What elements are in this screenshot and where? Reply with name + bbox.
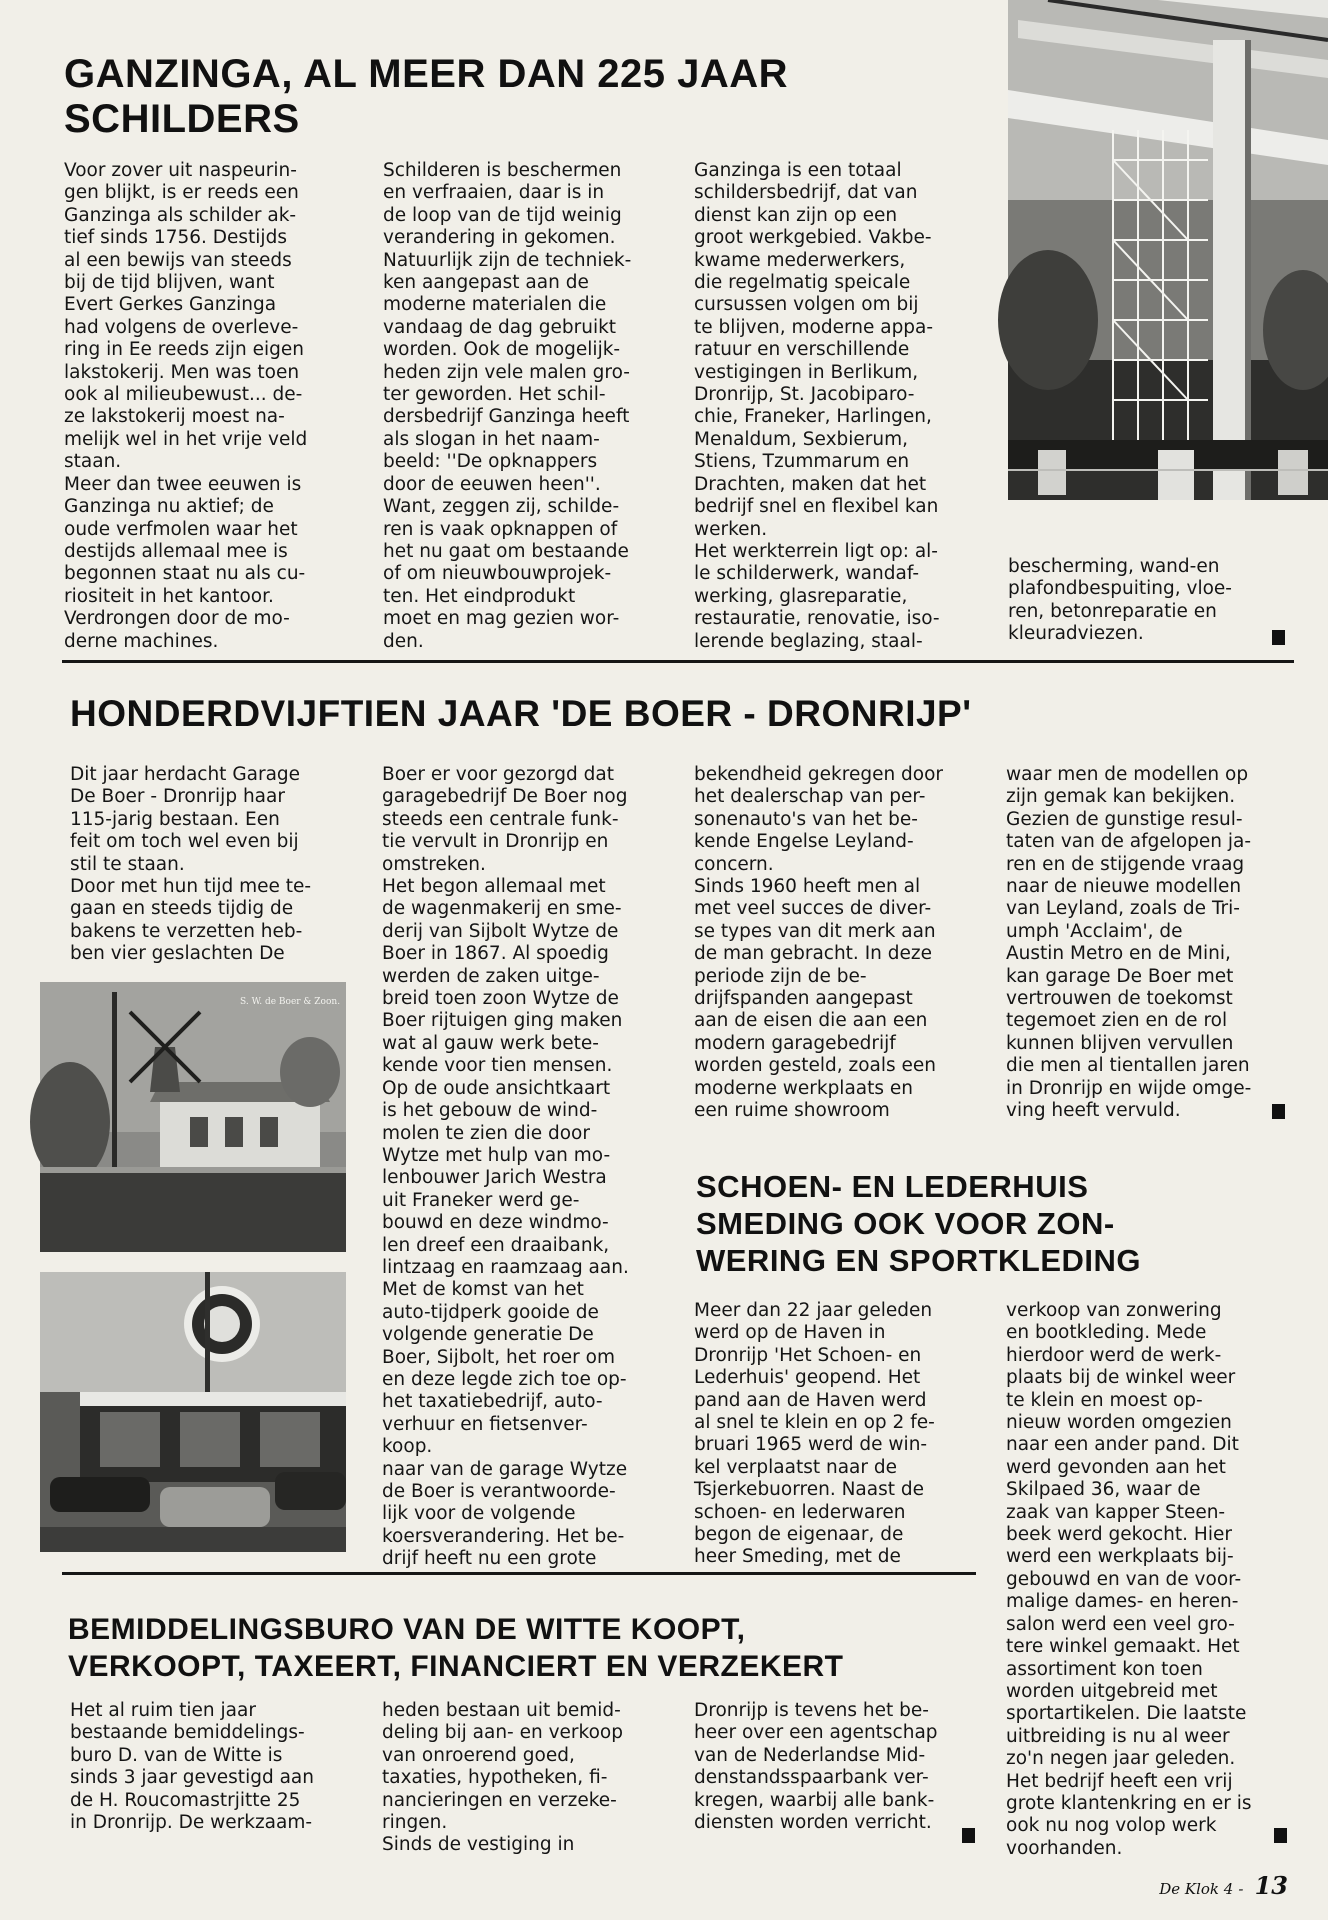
article2-end-mark [1272,1104,1285,1119]
article2-column1: Dit jaar herdacht Garage De Boer - Dronrijp haar 115-jarig bestaan. Een feit om toch wel even bij stil te staan. Door met hun tijd mee te- gaan en steeds tijdig de bakens te verzetten heb- ben vier geslachten De [70,764,312,965]
article4-column2: heden bestaan uit bemid- deling bij aan- en verkoop van onroerend goed, taxaties, hypotheken, fi- nancieringen en verzeke- ringen. Sinds de vestiging in [382,1700,623,1856]
garage-showroom-illustration [40,1272,346,1552]
article3-divider [62,1572,976,1575]
postcard-sign-line1: S. W. de Boer & Zoon. [240,997,341,1007]
article1-divider [62,660,1294,663]
article3-column2: verkoop van zonwering en bootkleding. Mede hierdoor werd de werk- plaats bij de winkel weer te klein en moest op- nieuw worden omgezien naar een ander pand. Dit werd gevonden aan het Skilpaed 36, waar de zaak van kapper Steen- beek werd gekocht. Hier werd een werkplaats bij- gebouwd en van de voor- malige dames- en heren- salon werd een veel gro- tere winkel gemaakt. Het assortiment kon toen worden uitgebreid met sportartikelen. Die laatste uitbreiding is nu al weer zo'n negen jaar geleden. Het bedrijf heeft een vrij grote klantenkring en er is ook nu nog volop werk voorhanden. [1006,1300,1252,1859]
page-number: 13 [1254,1871,1288,1900]
article4-column3: Dronrijp is tevens het be- heer over een agentschap van de Nederlandse Mid- denstandsspaarbank ver- kregen, waarbij alle bank- diensten worden verricht. [694,1700,938,1834]
article3-end-mark [1274,1828,1287,1843]
article1-column1: Voor zover uit naspeurin- gen blijkt, is er reeds een Ganzinga als schilder ak- tief sinds 1756. Destijds al een bewijs van steeds bij de tijd blijven, want Evert Gerkes Ganzinga had volgens de overleve- ring in Ee reeds zijn eigen lakstokerij. Men was toen ook al milieubewust... de- ze lakstokerij moest na- melijk wel in het vrije veld staan. Meer dan twee eeuwen is Ganzinga nu aktief; de oude verfmolen waar het destijds allemaal mee is begonnen staat nu als cu- riositeit in het kantoor. Verdrongen door de mo- derne machines. [64,160,308,652]
article2-column4: waar men de modellen op zijn gemak kan bekijken. Gezien de gunstige resul- taten van de afgelopen ja- ren en de stijgende vraag naar de nieuwe modellen van Leyland, zoals de Tri- umph 'Acclaim', de Austin Metro en de Mini, kan garage De Boer met vertrouwen de toekomst tegemoet zien en de rol kunnen blijven vervullen die men al tientallen jaren in Dronrijp en wijde omge- ving heeft vervuld. [1006,764,1252,1122]
article1-end-mark [1272,630,1285,645]
article3-headline: SCHOEN- EN LEDERHUIS SMEDING OOK VOOR ZON- WERING EN SPORTKLEDING [696,1169,1142,1279]
article4-column1: Het al ruim tien jaar bestaande bemiddelings- buro D. van de Witte is sinds 3 jaar gevestigd aan de H. Roucomastrjitte 25 in Dronrijp. De werkzaam- [70,1700,314,1834]
garage-showroom-photo [40,1272,346,1552]
article2-headline: HONDERDVIJFTIEN JAAR 'DE BOER - DRONRIJP' [70,693,972,734]
footer-separator: - [1238,1880,1244,1898]
page-footer [1159,1871,1288,1900]
article1-column4: bescherming, wand-en plafondbespuiting, vloe- ren, betonreparatie en kleuradviezen. [1008,556,1232,645]
bridge-scaffolding-illustration [1008,0,1328,540]
article4-headline: BEMIDDELINGSBURO VAN DE WITTE KOOPT, VERKOOPT, TAXEERT, FINANCIERT EN VERZEKERT [68,1613,844,1683]
article2-column2: Boer er voor gezorgd dat garagebedrijf De Boer nog steeds een centrale funk- tie vervult in Dronrijp en omstreken. Het begon allemaal met de wagenmakerij en sme- derij van Sijbolt Wytze de Boer in 1867. Al spoedig werden de zaken uitge- breid toen zoon Wytze de Boer rijtuigen ging maken wat al gauw werk bete- kende voor tien mensen. Op de oude ansichtkaart is het gebouw de wind- molen te zien die door Wytze met hulp van mo- lenbouwer Jarich Westra uit Franeker werd ge- bouwd en deze windmo- len dreef een draaibank, lintzaag en raamzaag aan. Met de komst van het auto-tijdperk gooide de volgende generatie De Boer, Sijbolt, het roer om en deze legde zich toe op- het taxatiebedrijf, auto- verhuur en fietsenver- koop. naar van de garage Wytze de Boer is verantwoorde- lijk voor de volgende koersverandering. Het be- drijf heeft nu een grote [382,764,629,1570]
article3-column1: Meer dan 22 jaar geleden werd op de Haven in Dronrijp 'Het Schoen- en Lederhuis' geopend. Het pand aan de Haven werd al snel te klein en op 2 fe- bruari 1965 werd de win- kel verplaatst naar de Tsjerkebuorren. Naast de schoen- en lederwaren begon de eigenaar, de heer Smeding, met de [694,1300,935,1568]
windmill-postcard-photo [40,982,346,1252]
article2-column3: bekendheid gekregen door het dealerschap van per- sonenauto's van het be- kende Engelse Leyland- concern. Sinds 1960 heeft men al met veel succes de diver- se types van dit merk aan de man gebracht. In deze periode zijn de be- drijfspanden aangepast aan de eisen die aan een modern garagebedrijf worden gesteld, zoals een moderne werkplaats en een ruime showroom [694,764,944,1122]
windmill-postcard-illustration [40,982,346,1252]
publication-name: De Klok 4 [1159,1880,1234,1898]
bridge-scaffolding-photo [1008,0,1328,540]
article4-end-mark [962,1828,975,1843]
article1-headline: GANZINGA, AL MEER DAN 225 JAAR SCHILDERS [64,52,788,141]
article1-column3: Ganzinga is een totaal schildersbedrijf, dat van dienst kan zijn op een groot werkgebied. Vakbe- kwame mederwerkers, die regelmatig speicale cursussen volgen om bij te blijven, moderne appa- ratuur en verschillende vestigingen in Berlikum, Dronrijp, St. Jacobiparo- chie, Franeker, Harlingen, Menaldum, Sexbierum, Stiens, Tzummarum en Drachten, maken dat het bedrijf snel en flexibel kan werken. Het werkterrein ligt op: al- le schilderwerk, wandaf- werking, glasreparatie, restauratie, renovatie, iso- lerende beglazing, staal- [694,160,940,652]
article1-column2: Schilderen is beschermen en verfraaien, daar is in de loop van de tijd weinig verandering in gekomen. Natuurlijk zijn de techniek- ken aangepast aan de moderne materialen die vandaag de dag gebruikt worden. Ook de mogelijk- heden zijn vele malen gro- ter geworden. Het schil- dersbedrijf Ganzinga heeft als slogan in het naam- beeld: ''De opknappers door de eeuwen heen''. Want, zeggen zij, schilde- ren is vaak opknappen of het nu gaat om bestaande of om nieuwbouwprojek- ten. Het eindprodukt moet en mag gezien wor- den. [383,160,632,652]
